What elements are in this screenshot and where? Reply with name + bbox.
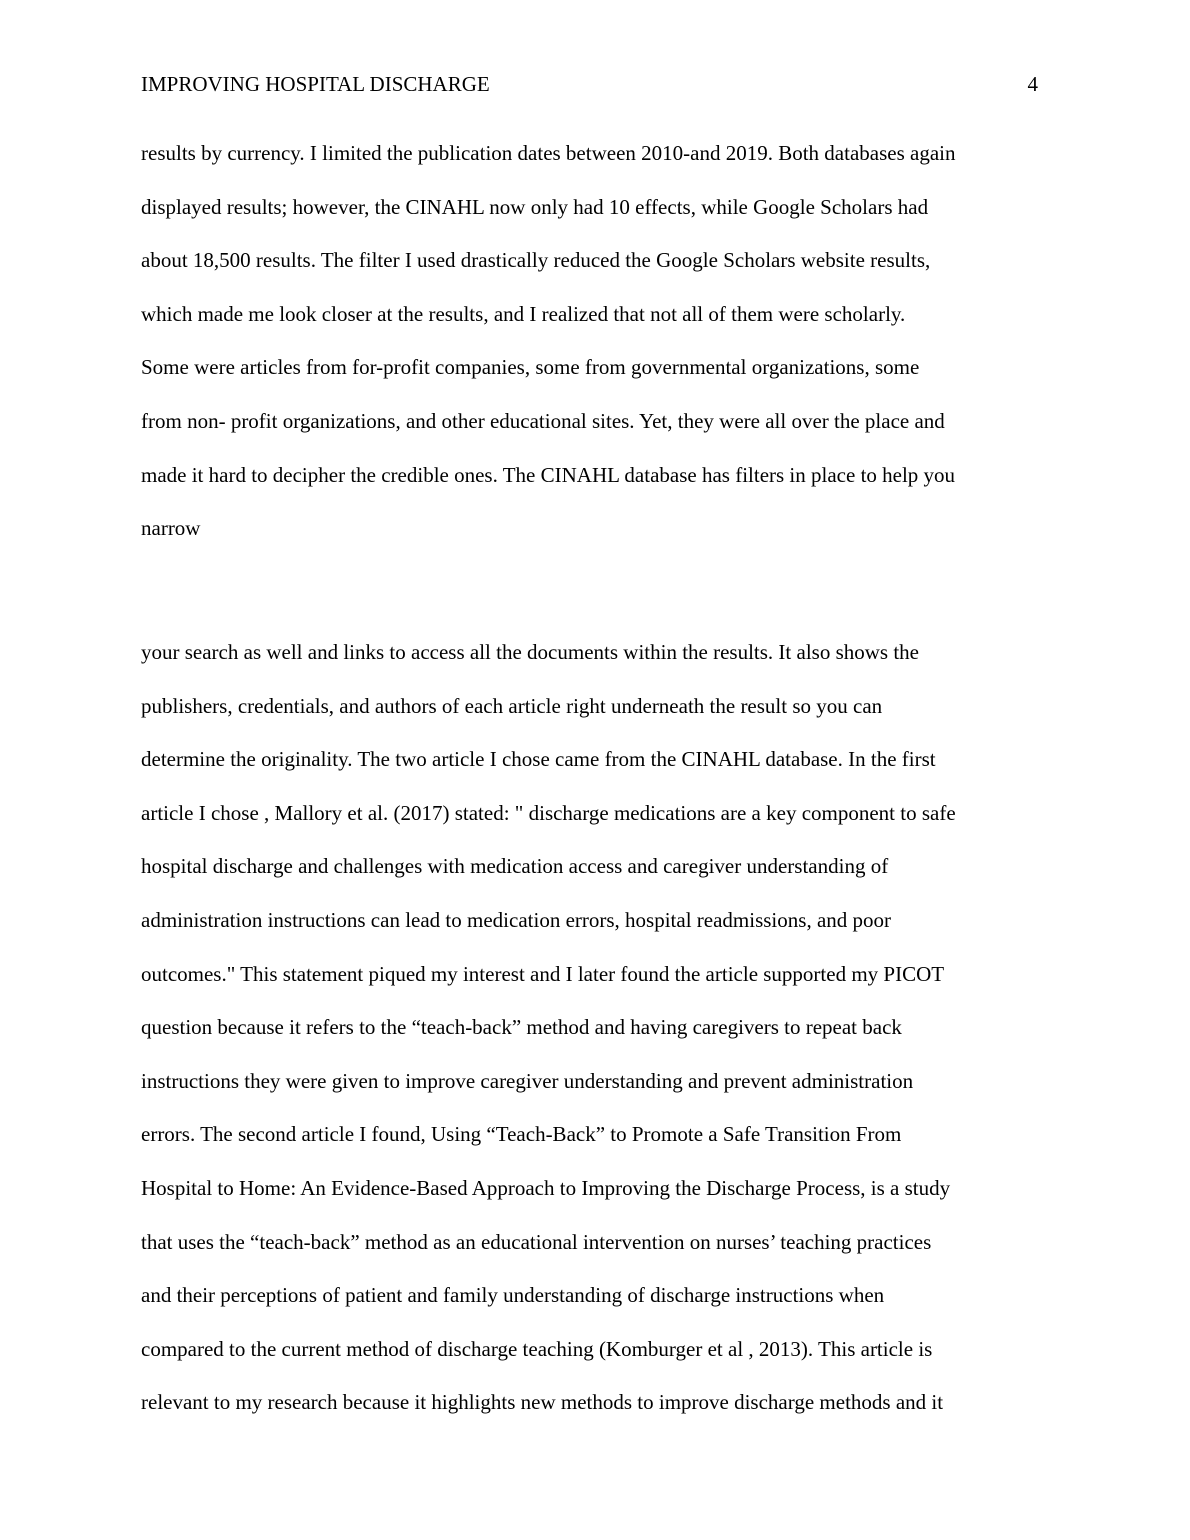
text-line: relevant to my research because it highlights new methods to improve discharge methods and it: [141, 1390, 944, 1415]
text-line: question because it refers to the “teach-back” method and having caregivers to repeat back: [141, 1015, 902, 1040]
text-line: which made me look closer at the results, and I realized that not all of them were scholarly.: [141, 301, 906, 326]
page-number: 4: [1027, 72, 1038, 96]
text-line: made it hard to decipher the credible ones. The CINAHL database has filters in place to help you: [141, 462, 956, 487]
text-line: results by currency. I limited the publication dates between 2010-and 2019. Both databases again: [141, 141, 956, 165]
text-line: article I chose , Mallory et al. (2017) stated: " discharge medications are a key component to safe: [141, 800, 956, 825]
text-line: displayed results; however, the CINAHL now only had 10 effects, while Google Scholars had: [141, 194, 929, 219]
paragraph-block-2: [141, 638, 1061, 1442]
text-line: from non- profit organizations, and other educational sites. Yet, they were all over the place and: [141, 408, 945, 433]
text-line: your search as well and links to access all the documents within the results. It also shows the: [141, 640, 919, 664]
text-line: outcomes." This statement piqued my interest and I later found the article supported my PICOT: [141, 961, 945, 986]
text-line: determine the originality. The two article I chose came from the CINAHL database. In the first: [141, 747, 936, 772]
text-line: instructions they were given to improve caregiver understanding and prevent administration: [141, 1068, 914, 1093]
text-line: errors. The second article I found, Using “Teach-Back” to Promote a Safe Transition From: [141, 1122, 902, 1147]
text-line: publishers, credentials, and authors of each article right underneath the result so you can: [141, 693, 883, 718]
text-line: and their perceptions of patient and family understanding of discharge instructions when: [141, 1283, 885, 1308]
running-head: IMPROVING HOSPITAL DISCHARGE: [141, 72, 490, 96]
text-line: about 18,500 results. The filter I used drastically reduced the Google Scholars website results,: [141, 248, 931, 273]
text-line: hospital discharge and challenges with medication access and caregiver understanding of: [141, 854, 889, 879]
text-line: narrow: [141, 516, 201, 541]
text-line: Some were articles from for-profit companies, some from governmental organizations, some: [141, 355, 920, 380]
text-line: compared to the current method of discharge teaching (Komburger et al , 2013). This article is: [141, 1336, 933, 1361]
text-line: that uses the “teach-back” method as an educational intervention on nurses’ teaching practices: [141, 1229, 932, 1254]
paragraph-block-1: [141, 139, 1061, 568]
text-line: administration instructions can lead to medication errors, hospital readmissions, and poor: [141, 907, 892, 932]
text-line: Hospital to Home: An Evidence-Based Approach to Improving the Discharge Process, is a study: [141, 1175, 951, 1200]
